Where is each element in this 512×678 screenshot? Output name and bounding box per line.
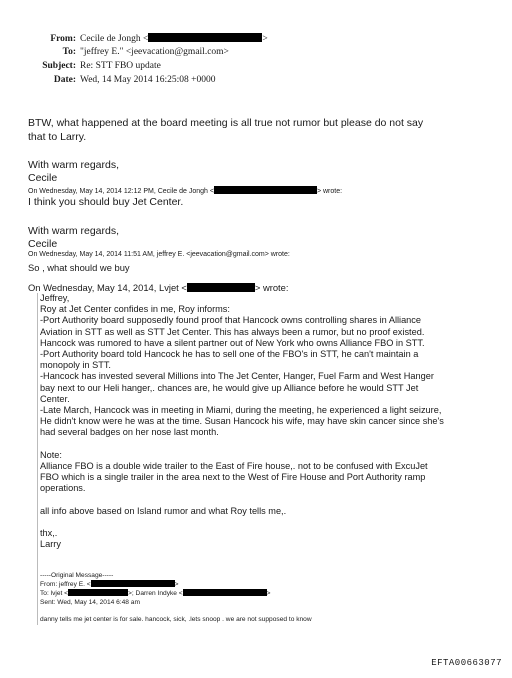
quote3-line: Note: bbox=[40, 449, 62, 460]
original-body: danny tells me jet center is for sale. hancock, sick, .lets snoop . we are not supposed to know bbox=[40, 616, 312, 624]
header-to bbox=[0, 47, 229, 57]
header-date bbox=[0, 75, 215, 85]
message1-line1: BTW, what happened at the board meeting is all true not rumor but please do not say bbox=[28, 117, 424, 129]
to-label: To: bbox=[62, 47, 76, 57]
to-value: "jeffrey E." <jeevacation@gmail.com> bbox=[80, 47, 229, 57]
redaction bbox=[148, 33, 262, 42]
quote3-line: Roy at Jet Center confides in me, Roy informs: bbox=[40, 304, 230, 315]
quote2-intro: On Wednesday, May 14, 2014 11:51 AM, jeffrey E. <jeevacation@gmail.com> wrote: bbox=[28, 251, 290, 258]
redaction bbox=[91, 580, 175, 587]
quote3-line: -Port Authority board told Hancock he has to sell one of the FBO's in STT, he can't maintain a bbox=[40, 349, 419, 360]
quote3-line: FBO which is a single trailer in the area next to the West of Fire House and Port Authority ramp bbox=[40, 472, 426, 483]
message1-signature: Cecile bbox=[28, 172, 58, 184]
quote3-line: had several badges on her nose last month. bbox=[40, 427, 219, 438]
quote1-text: I think you should buy Jet Center. bbox=[28, 196, 184, 208]
spacer bbox=[40, 495, 510, 506]
header-subject bbox=[0, 61, 161, 71]
quote3-line: thx,. bbox=[40, 528, 58, 539]
quote3-line: Aviation in STT as well as STT Jet Center. This has always been a rumor, but no proof existed. bbox=[40, 326, 425, 337]
quote3-line: bay next to our Heli hanger,. chances are, he would give up Alliance before he would STT Jet bbox=[40, 382, 419, 393]
redaction bbox=[187, 283, 255, 292]
subject-label: Subject: bbox=[42, 61, 76, 71]
quote3-body bbox=[37, 293, 510, 625]
spacer bbox=[40, 517, 510, 528]
original-divider: -----Original Message----- bbox=[40, 571, 114, 579]
message2-signature: Cecile bbox=[28, 238, 58, 250]
quote1-intro: On Wednesday, May 14, 2014 12:12 PM, Cecile de Jongh < > wrote: bbox=[28, 188, 343, 195]
bates-number: EFTA00663077 bbox=[431, 658, 502, 668]
redaction bbox=[183, 589, 267, 596]
from-label: From: bbox=[50, 34, 76, 44]
subject-value: Re: STT FBO update bbox=[80, 61, 161, 71]
message1-regards: With warm regards, bbox=[28, 159, 120, 171]
quote3-line: operations. bbox=[40, 483, 86, 494]
original-to: To: lvjet < >; Darren Indyke < > bbox=[40, 590, 271, 598]
quote2-text: So , what should we buy bbox=[28, 262, 130, 273]
quote3-line: all info above based on Island rumor and what Roy tells me,. bbox=[40, 505, 287, 516]
quote3-line: Hancock was rumored to have a silent partner out of New York who owns Alliance FBO in STT. bbox=[40, 337, 425, 348]
quote3-line: monopoly in STT. bbox=[40, 360, 111, 371]
message1-line2: that to Larry. bbox=[28, 131, 87, 143]
spacer bbox=[40, 439, 510, 450]
message2-regards: With warm regards, bbox=[28, 225, 120, 237]
quote3-line: He didn't know were he was at the time. Susan Hancock his wife, may have skin cancer since she's bbox=[40, 416, 444, 427]
quote3-line: Center. bbox=[40, 393, 70, 404]
original-sent: Sent: Wed, May 14, 2014 6:48 am bbox=[40, 599, 140, 607]
redaction bbox=[214, 186, 317, 194]
quote3-line: -Port Authority board supposedly found proof that Hancock owns controlling shares in Alliance bbox=[40, 315, 421, 326]
header-from: From: Cecile de Jongh < > bbox=[0, 33, 268, 44]
date-label: Date: bbox=[53, 75, 76, 85]
quote3-line: Jeffrey, bbox=[40, 293, 70, 303]
spacer bbox=[40, 607, 510, 615]
quote3-line: -Late March, Hancock was in meeting in Miami, during the meeting, he experienced a light seizure, bbox=[40, 405, 442, 416]
date-value: Wed, 14 May 2014 16:25:08 +0000 bbox=[80, 75, 216, 85]
redaction bbox=[68, 589, 128, 596]
quote3-line: -Hancock has invested several Millions into The Jet Center, Hanger, Fuel Farm and West Hanger bbox=[40, 371, 434, 382]
original-message bbox=[40, 571, 510, 625]
original-from: From: jeffrey E. < > bbox=[40, 580, 179, 588]
quote3-line: Larry bbox=[40, 539, 61, 550]
quote3-line: Alliance FBO is a double wide trailer to the East of Fire house,. not to be confused with ExcuJet bbox=[40, 461, 428, 472]
from-value: Cecile de Jongh < bbox=[80, 34, 149, 44]
quote3-intro: On Wednesday, May 14, 2014, Lvjet < > wrote: bbox=[28, 282, 289, 293]
